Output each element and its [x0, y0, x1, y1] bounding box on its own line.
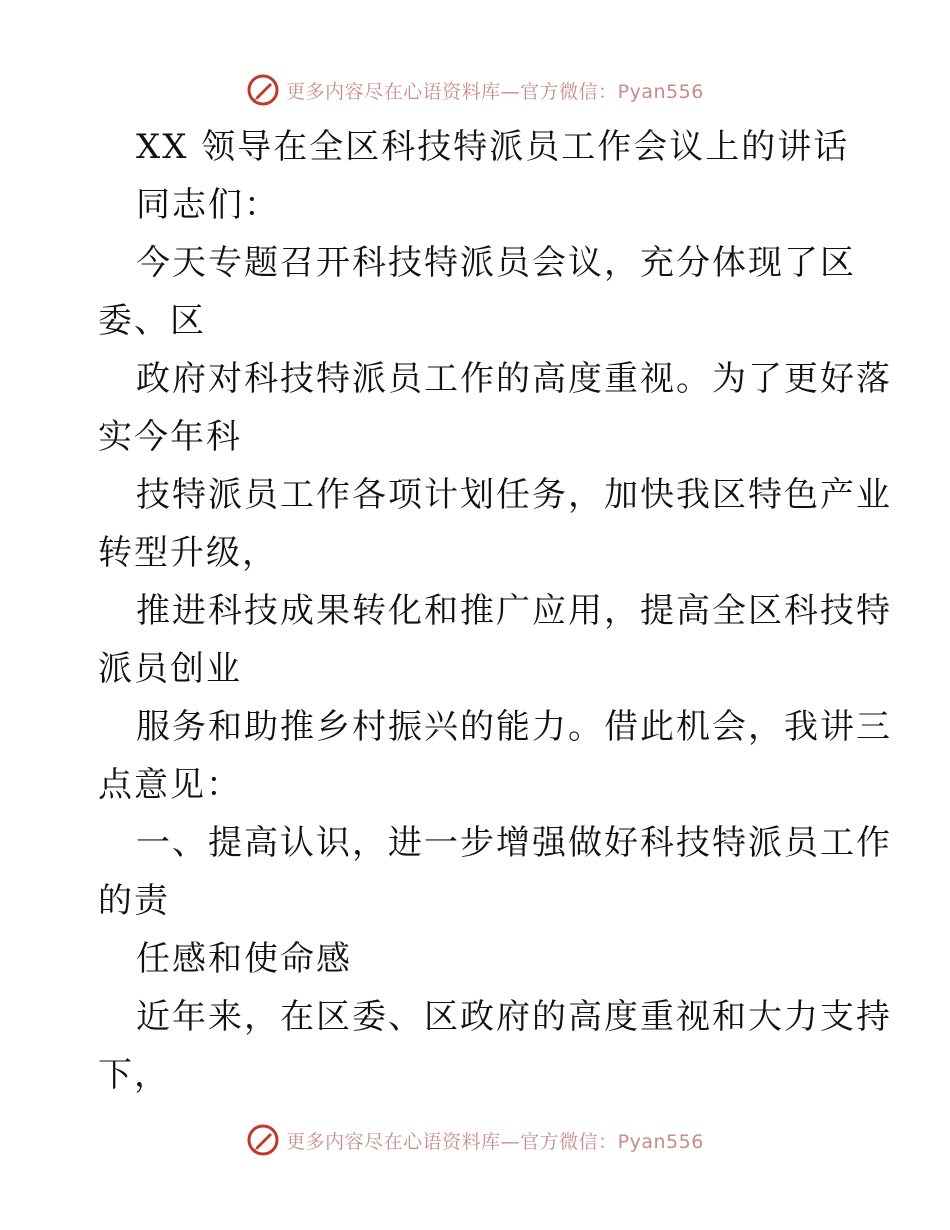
text-line: 派员创业	[98, 649, 242, 689]
header-watermark	[0, 70, 950, 110]
text-line: 同志们：	[136, 185, 280, 225]
brand-logo-icon	[246, 1123, 280, 1157]
text-line: 推进科技成果转化和推广应用，提高全区科技特	[136, 591, 892, 631]
text-line: 的责	[98, 881, 170, 921]
text-line: 今天专题召开科技特派员会议，充分体现了区	[136, 243, 856, 283]
text-line: 点意见：	[98, 765, 242, 805]
document-body	[98, 118, 892, 1104]
text-line: 一、提高认识，进一步增强做好科技特派员工作	[136, 823, 892, 863]
text-line: 近年来，在区委、区政府的高度重视和大力支持	[136, 997, 892, 1037]
text-line: 任感和使命感	[136, 939, 352, 979]
text-line: 下，	[98, 1055, 170, 1095]
text-line: 技特派员工作各项计划任务，加快我区特色产业	[136, 475, 892, 515]
brand-logo-icon	[246, 73, 280, 107]
watermark-text: 更多内容尽在心语资料库—官方微信：Pyan556	[286, 1130, 704, 1153]
footer-watermark	[0, 1120, 950, 1160]
text-line: 实今年科	[98, 417, 242, 457]
text-line: 委、区	[98, 301, 206, 341]
watermark-text: 更多内容尽在心语资料库—官方微信：Pyan556	[286, 80, 704, 103]
text-line: 政府对科技特派员工作的高度重视。为了更好落	[136, 359, 892, 399]
text-line: 服务和助推乡村振兴的能力。借此机会，我讲三	[136, 707, 892, 747]
text-line: 转型升级，	[98, 533, 278, 573]
text-line: XX 领导在全区科技特派员工作会议上的讲话	[136, 127, 850, 167]
